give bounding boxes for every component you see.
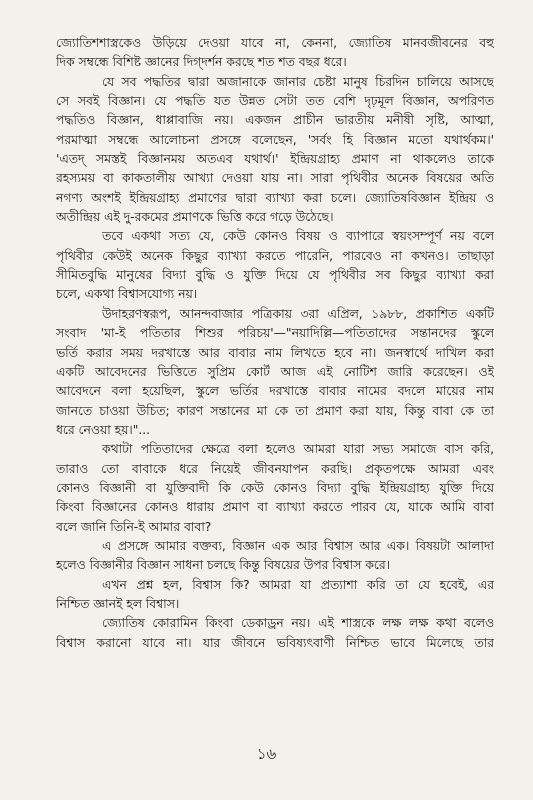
text-line: ধরে নেওয়া হয়।"... — [56, 422, 151, 437]
text-line: বলে জানি তিনি-ই আমার বাবা? — [56, 519, 212, 534]
text-line: চলে, একথা বিশ্বাসযোগ্য নয়। — [56, 287, 198, 302]
text-line: জ্যোতিশশাস্ত্রকেও উড়িয়ে দেওয়া যাবে না, কেননা, জ্যোতিষ মানবজীবনের বহু — [56, 36, 494, 50]
text-line: পরমাত্মা সম্বন্ধে আলোচনা প্রসঙ্গে বলেছেন, 'সর্বং হি বিজ্ঞান মতো যথার্থকম।' — [56, 132, 494, 147]
text-line: পদ্ধতিও বিজ্ঞান, ধাপ্পাবাজি নয়। একজন প্রাচীন ভারতীয় মনীষী সৃষ্টি, আত্মা, — [56, 113, 494, 128]
text-line: একটি আবেদনের ভিত্তিতে সুপ্রিম কোর্ট আজ এই নোটিশ জারি করেছেন। ওই — [56, 364, 494, 379]
text-line: কথাটা পতিতাদের ক্ষেত্রে বলা হলেও আমরা যারা সভ্য সমাজে বাস করি, — [102, 442, 494, 457]
text-line: কোনও বিজ্ঞানী বা যুক্তিবাদী কি কেউ কোনও বিদ্যা বুদ্ধি ইন্দ্রিয়গ্রাহ্য যুক্তি দিয়ে — [56, 480, 494, 495]
text-line: তবে একথা সত্য যে, কেউ কোনও বিষয় ও ব্যাপারে স্বয়ংসম্পূর্ণ নয় বলে — [102, 229, 494, 244]
text-line: আবেদনে বলা হয়েছিল, স্কুলে ভর্তির দরখাস্তে বাবার নামের বদলে মায়ের নাম — [56, 384, 494, 399]
text-line: জানতে চাওয়া উচিত; কারণ সন্তানের মা কে তা প্রমাণ করা যায়, কিন্তু বাবা কে তা — [56, 403, 494, 418]
text-line: নগণ্য অংশই ইন্দ্রিয়গ্রাহ্য প্রমাণের দ্বারা ব্যাখ্যা করা চলে। জ্যোতিষবিজ্ঞান ইন্দ্রিয় ও — [56, 190, 494, 205]
text-line: 'এতদ্ সমস্তই বিজ্ঞানময় অতএব যথার্থ।' ইন্দ্রিয়গ্রাহ্য প্রমাণ না থাকলেও তাকে — [56, 152, 494, 167]
text-line: ভর্তি করার সময় দরখাস্তে আর বাবার নাম লিখতে হবে না। জনস্বার্থে দাখিল করা — [56, 345, 494, 360]
text-line: সংবাদ 'মা-ই পতিতার শিশুর পরিচয়'—"নয়াদিল্লি—পতিতাদের সন্তানদের স্কুলে — [56, 326, 494, 341]
text-line: বিশ্বাস করানো যাবে না। যার জীবনে ভবিষ্যৎবাণী নিশ্চিত ভাবে মিলেছে তার — [56, 635, 494, 650]
body-text — [56, 34, 494, 653]
text-line: দিক সম্বন্ধে বিশিষ্ট জ্ঞানের দিগ্‌দর্শন করছে শত শত বছর ধরে। — [56, 55, 347, 70]
text-line: তারাও তো বাবাকে ধরে নিয়েই জীবনযাপন করছি। প্রকৃতপক্ষে আমরা এবং — [56, 461, 494, 476]
text-line: যে সব পদ্ধতির দ্বারা অজানাকে জানার চেষ্টা মানুষ চিরদিন চালিয়ে আসছে — [102, 74, 494, 89]
text-line: হলেও বিজ্ঞানীর বিজ্ঞান সাধনা চলছে কিন্তু বিষয়ের উপর বিশ্বাস করে। — [56, 558, 390, 573]
text-line: উদাহরণস্বরূপ, আনন্দবাজার পত্রিকায় ৩রা এপ্রিল, ১৯৮৮, প্রকাশিত একটি — [102, 306, 494, 321]
text-line: নিশ্চিত জ্ঞানই হল বিশ্বাস। — [56, 596, 180, 611]
text-line: এ প্রসঙ্গে আমার বক্তব্য, বিজ্ঞান এক আর বিশ্বাস আর এক। বিষয়টা আলাদা — [102, 538, 494, 553]
text-line: এখন প্রশ্ন হল, বিশ্বাস কি? আমরা যা প্রত্যাশা করি তা যে হবেই, এর — [102, 577, 494, 592]
text-line: কিংবা বিজ্ঞানের কোনও ধারায় প্রমাণ বা ব্যাখ্যা করতে পারব যে, যাকে আমি বাবা — [56, 500, 494, 515]
text-line: জ্যোতিষ কোরামিন কিংবা ডেকাড্রন নয়। এই শাস্ত্রকে লক্ষ লক্ষ কথা বলেও — [102, 616, 494, 631]
page-number: ১৬ — [256, 745, 277, 763]
text-line: সীমিতবুদ্ধি মানুষের বিদ্যা বুদ্ধি ও যুক্তি দিয়ে যে পৃথিবীর সব কিছুর ব্যাখ্যা করা — [56, 268, 494, 283]
text-line: পৃথিবীর কেউই অনেক কিছুর ব্যাখ্যা করতে পারেনি, পারবেও না কখনও। তাছাড়া — [56, 248, 494, 263]
text-line: রহস্যময় বা কাকতালীয় আখ্যা দেওয়া যায় না। সারা পৃথিবীর অনেক বিষয়ের অতি — [56, 171, 494, 186]
text-line: অতীন্দ্রিয় এই দু-রকমের প্রমাণকে ভিত্তি করে গড়ে উঠেছে। — [56, 210, 334, 225]
text-line: সে সবই বিজ্ঞান। যে পদ্ধতি যত উন্নত সেটা তত বেশি দৃঢ়মূল বিজ্ঞান, অপরিণত — [56, 94, 494, 109]
